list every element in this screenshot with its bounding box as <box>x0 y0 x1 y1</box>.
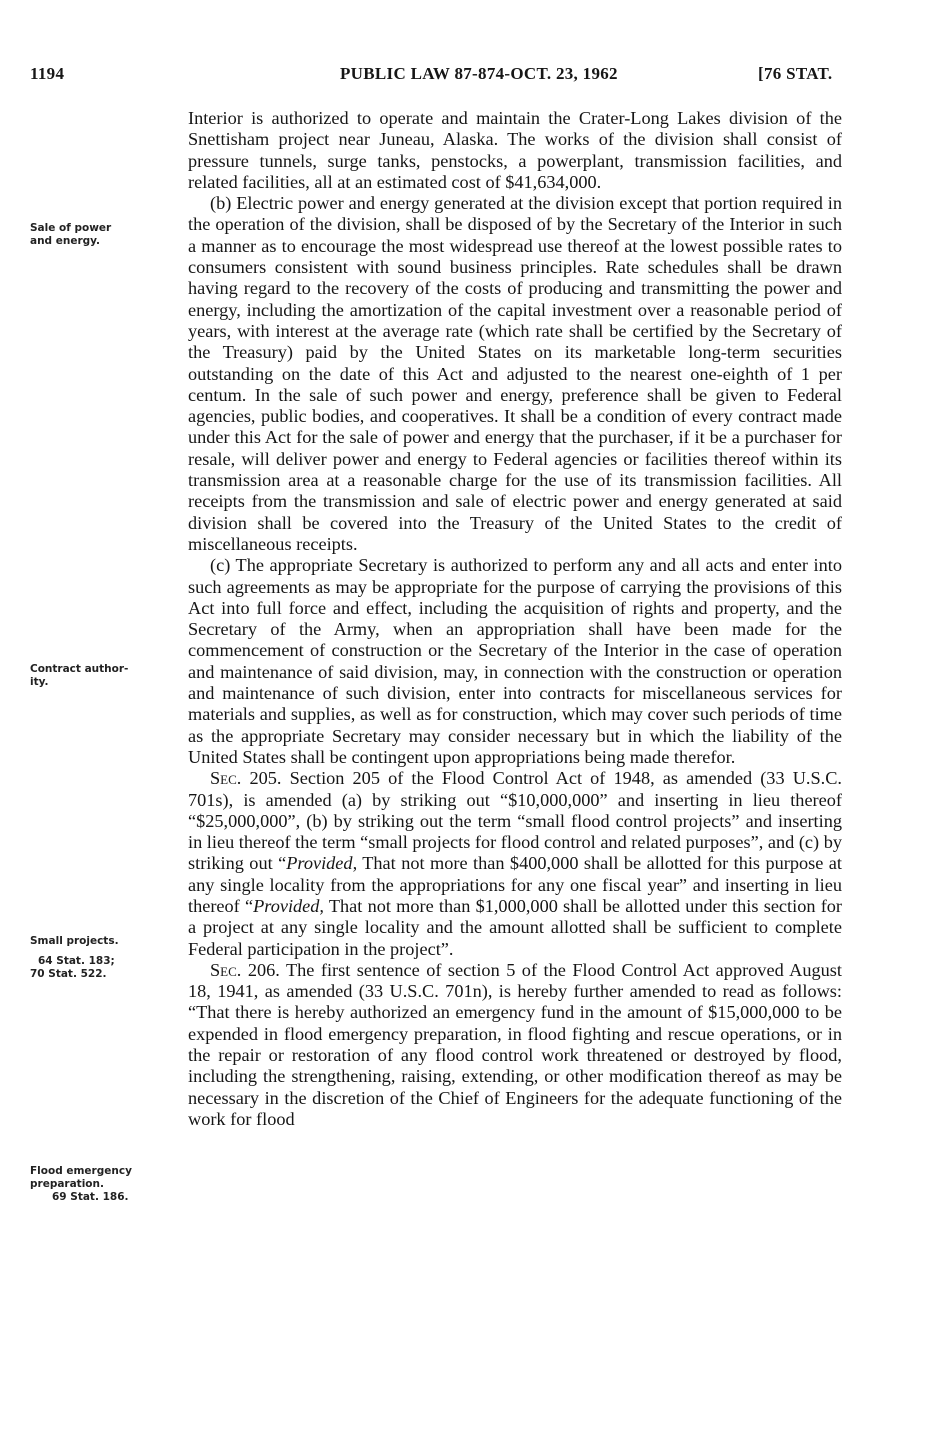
margin-note-line: 70 Stat. 522. <box>30 968 107 980</box>
margin-note-small-projects <box>30 935 180 981</box>
margin-note-line: ity. <box>30 676 49 688</box>
running-title: PUBLIC LAW 87-874-OCT. 23, 1962 <box>340 64 618 83</box>
margin-note-flood-emergency <box>30 1165 180 1204</box>
margin-note-sale-of-power <box>30 222 180 248</box>
paragraph-c: (c) The appropriate Secretary is authorized to perform any and all acts and enter into such agreements as may be appropriate for the purpose of carrying the provisions of this Act into full force and effect, including the acquisition of rights and property, and the Secretary of the Army, when an appropriation shall have been made for the commencement of construction or the Secretary of the Interior in the case of operation and maintenance of said division, may, in connection with the construction or operation and maintenance of such division, enter into contracts for miscellaneous services for materials and supplies, as well as for construction, which may cover such periods of time as the appropriate Secretary may consider necessary but in which the liability of the United States shall be contingent upon appropriations being made therefor. <box>188 555 842 767</box>
paragraph-b: (b) Electric power and energy generated at the division except that portion required in the operation of the division, shall be disposed of by the Secretary of the Interior in such a manner as to encourage the most widespread use thereof at the lowest possible rates to consumers consistent with sound business principles. Rate schedules shall be drawn having regard to the recovery of the costs of producing and transmitting the power and energy, including the amortization of the capital investment over a reasonable period of years, with interest at the average rate (which rate shall be certified by the Secretary of the Treasury) paid by the United States on its marketable long-term securities outstanding on the date of this Act and adjusted to the nearest one-eighth of 1 per centum. In the sale of such power and energy, preference shall be given to Federal agencies, public bodies, and cooperatives. It shall be a condition of every contract made under this Act for the sale of power and energy that the purchaser, if it be a purchaser for resale, will deliver power and energy to Federal agencies or facilities thereof within its transmission area at a reasonable charge for the use of its transmission facilities. All receipts from the transmission and sale of electric power and energy generated at said division shall be covered into the Treasury of the United States to the credit of miscellaneous receipts. <box>188 193 842 554</box>
section-text: Section 205 of the Flood Control Act of 1948, as amended (33 U.S.C. 701s), is amended (a) by striking out “$10,000,000” and inserting in lieu thereof “$25,000,000”, (b) by striking out the term “small flood control projects” and inserting in lieu thereof the term “small projects for flood control and related purposes”, and (c) by striking out “ <box>188 768 842 874</box>
margin-note-line: preparation. <box>30 1178 104 1190</box>
margin-note-line: Contract author- <box>30 663 129 675</box>
page-number: 1194 <box>30 64 65 83</box>
margin-note-line: 69 Stat. 186. <box>52 1191 129 1203</box>
statute-body <box>188 108 842 1130</box>
italic-proviso: Provided, <box>253 895 324 916</box>
margin-note-line: Flood emergency <box>30 1165 132 1177</box>
volume-reference: [76 STAT. <box>758 64 833 83</box>
section-label: Sec. 205. <box>210 768 282 789</box>
margin-note-line: 64 Stat. 183; <box>38 955 115 967</box>
margin-note-line: Sale of power <box>30 222 112 234</box>
section-text: The first sentence of section 5 of the Flood Control Act approved August 18, 1941, as amended (33 U.S.C. 701n), is hereby further amended to read as follows: “That there is hereby authorized an emergency fund in the amount of $15,000,000 to be expended in flood emergency preparation, in flood fighting and rescue operations, or in the repair or restoration of any flood control work threatened or destroyed by flood, including the strengthening, raising, extending, or other modification thereof as may be necessary in the discretion of the Chief of Engineers for the adequate functioning of the work for flood <box>188 959 842 1129</box>
section-text: That not more than $400,000 shall be allotted for this purpose at any single locality from the appropriations for any one fiscal year” and inserting in lieu thereof “ <box>188 853 842 916</box>
margin-note-line: Small projects. <box>30 935 119 947</box>
section-205 <box>188 768 842 960</box>
page-header <box>0 64 946 90</box>
margin-note-contract-authority <box>30 663 180 689</box>
section-206 <box>188 960 842 1130</box>
italic-proviso: Provided, <box>286 853 358 874</box>
paragraph-intro: Interior is authorized to operate and maintain the Crater-Long Lakes division of the Snettisham project near Juneau, Alaska. The works of the division shall consist of pressure tunnels, surge tanks, penstocks, a powerplant, transmission facilities, and related facilities, all at an estimated cost of $41,634,000. <box>188 108 842 192</box>
section-text: That not more than $1,000,000 shall be allotted under this section for a project at any single locality and the amount allotted shall be sufficient to complete Federal participation in the project”. <box>188 895 843 959</box>
section-label: Sec. 206. <box>210 959 280 980</box>
margin-note-line: and energy. <box>30 235 101 247</box>
